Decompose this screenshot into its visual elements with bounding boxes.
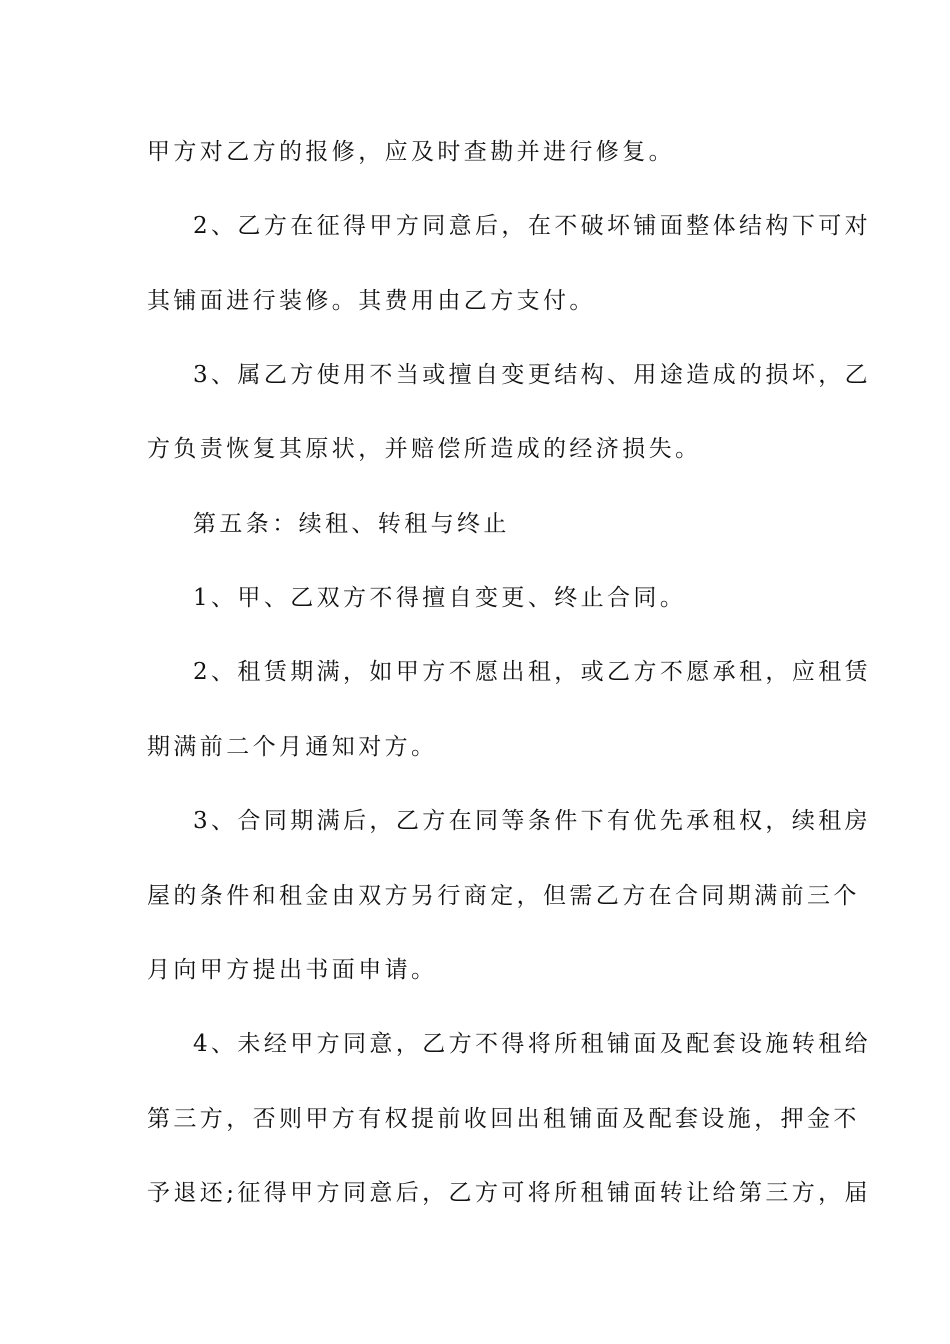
text-line: 甲方对乙方的报修，应及时查勘并进行修复。 bbox=[147, 139, 675, 165]
text-line: 屋的条件和租金由双方另行商定，但需乙方在合同期满前三个 bbox=[147, 883, 860, 909]
text-line: 2、乙方在征得甲方同意后，在不破坏铺面整体结构下可对 bbox=[193, 213, 872, 239]
text-line: 3、属乙方使用不当或擅自变更结构、用途造成的损坏，乙 bbox=[193, 362, 872, 388]
text-line: 予退还;征得甲方同意后，乙方可将所租铺面转让给第三方，届 bbox=[147, 1180, 871, 1206]
text-line: 月向甲方提出书面申请。 bbox=[147, 957, 438, 983]
text-line: 第三方，否则甲方有权提前收回出租铺面及配套设施，押金不 bbox=[147, 1106, 860, 1132]
text-line: 1、甲、乙双方不得擅自变更、终止合同。 bbox=[193, 585, 687, 611]
text-line: 方负责恢复其原状，并赔偿所造成的经济损失。 bbox=[147, 436, 702, 462]
text-line: 4、未经甲方同意，乙方不得将所租铺面及配套设施转租给 bbox=[193, 1031, 872, 1057]
text-line: 期满前二个月通知对方。 bbox=[147, 734, 438, 760]
section-heading: 第五条：续租、转租与终止 bbox=[193, 511, 510, 537]
text-line: 3、合同期满后，乙方在同等条件下有优先承租权，续租房 bbox=[193, 808, 872, 834]
text-line: 2、租赁期满，如甲方不愿出租，或乙方不愿承租，应租赁 bbox=[193, 659, 872, 685]
text-line: 其铺面进行装修。其费用由乙方支付。 bbox=[147, 288, 596, 314]
